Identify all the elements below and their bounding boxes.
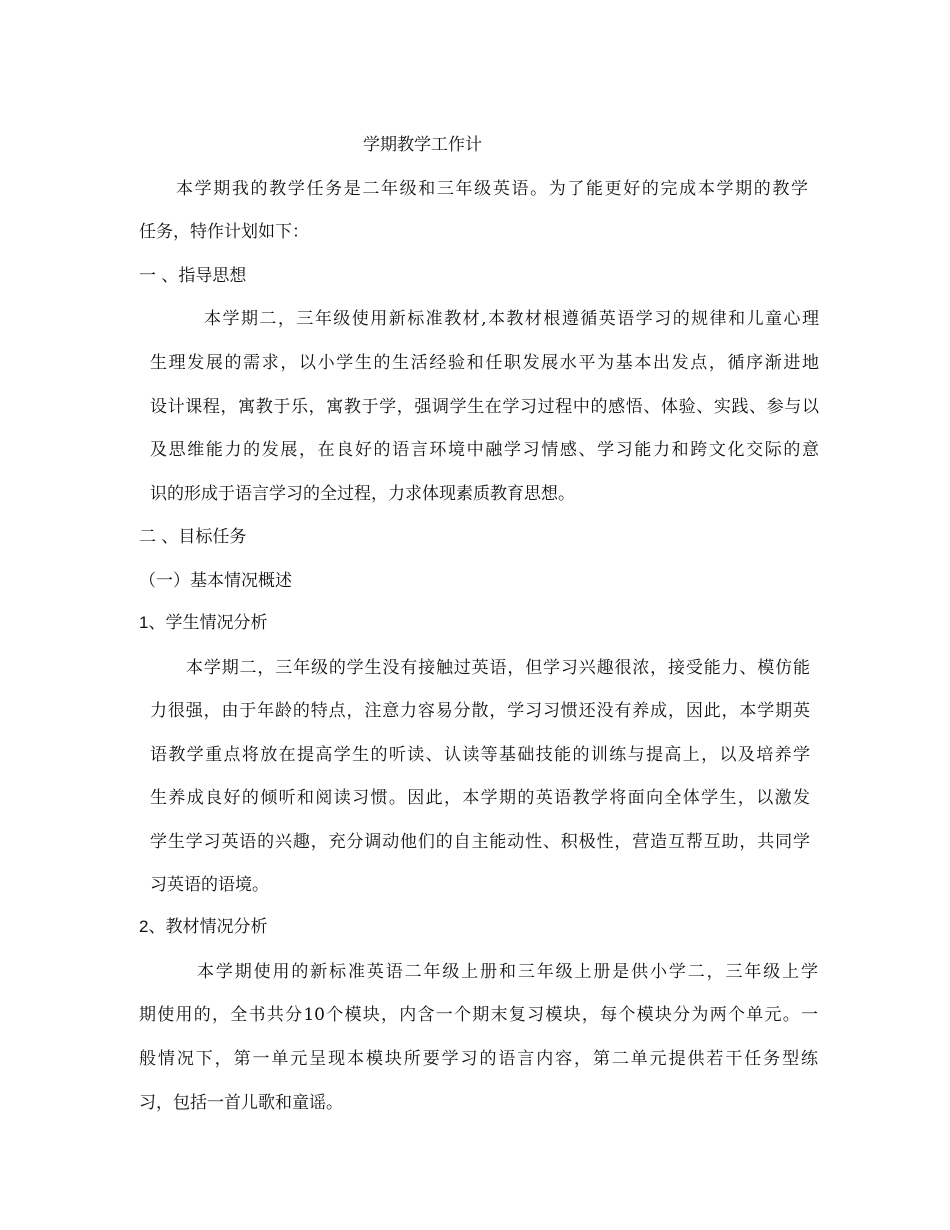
paragraph-line: 般情况下，第一单元呈现本模块所要学习的语言内容，第二单元提供若干任务型练 [139, 1049, 818, 1069]
paragraph-line: 语教学重点将放在提高学生的听读、认读等基础技能的训练与提高上，以及培养学 [150, 745, 810, 765]
intro-line: 本学期我的教学任务是二年级和三年级英语。为了能更好的完成本学期的教学 [176, 179, 808, 199]
subsection-heading-overview: （一）基本情况概述 [139, 571, 292, 591]
paragraph-line: 识的形成于语言学习的全过程，力求体现素质教育思想。 [150, 484, 575, 504]
paragraph-line: 习，包括一首儿歌和童谣。 [139, 1093, 343, 1113]
paragraph-line: 生理发展的需求，以小学生的生活经验和任职发展水平为基本出发点，循序渐进地 [150, 353, 819, 373]
paragraph-line: 学生学习英语的兴趣，充分调动他们的自主能动性、积极性，营造互帮互助，共同学 [150, 832, 810, 852]
section-heading-goals: 二 、目标任务 [139, 527, 247, 547]
paragraph-line: 本学期使用的新标准英语二年级上册和三年级上册是供小学二，三年级上学 [197, 962, 818, 982]
section-heading-guiding-thought: 一 、指导思想 [139, 266, 247, 286]
paragraph-line: 本学期二，三年级使用新标准教材,本教材根遵循英语学习的规律和儿童心理 [204, 309, 819, 329]
item-heading-student-analysis: 1、学生情况分析 [139, 613, 268, 632]
paragraph-line: 及思维能力的发展，在良好的语言环境中融学习情感、学习能力和跨文化交际的意 [150, 440, 819, 460]
intro-line: 任务，特作计划如下： [139, 222, 309, 242]
item-heading-textbook-analysis: 2、教材情况分析 [139, 917, 268, 936]
paragraph-line: 期使用的，全书共分10个模块，内含一个期末复习模块，每个模块分为两个单元。一 [139, 1005, 818, 1025]
paragraph-line: 设计课程，寓教于乐，寓教于学，强调学生在学习过程中的感悟、体验、实践、参与以 [150, 397, 819, 417]
paragraph-line: 习英语的语境。 [150, 875, 269, 895]
paragraph-line: 生养成良好的倾听和阅读习惯。因此，本学期的英语教学将面向全体学生，以激发 [150, 788, 810, 808]
document-title: 学期教学工作计 [363, 135, 482, 155]
paragraph-line: 本学期二，三年级的学生没有接触过英语，但学习兴趣很浓，接受能力、模仿能 [186, 658, 810, 678]
paragraph-line: 力很强，由于年龄的特点，注意力容易分散，学习习惯还没有养成，因此，本学期英 [150, 701, 810, 721]
